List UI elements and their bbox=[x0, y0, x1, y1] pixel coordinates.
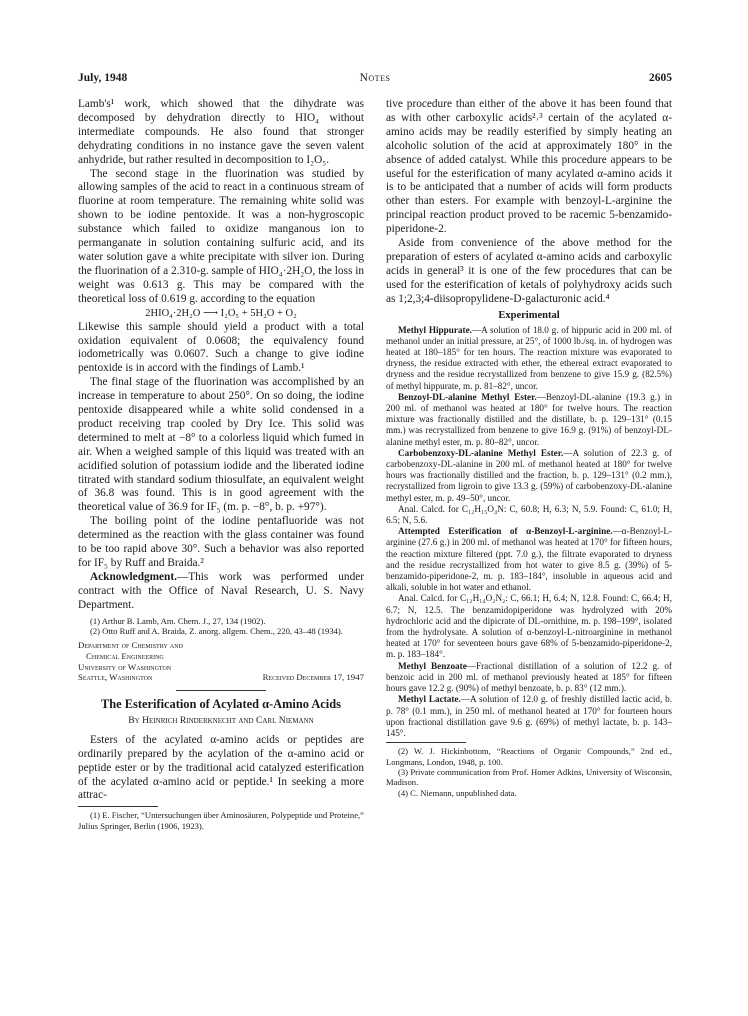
footnote-rule bbox=[386, 742, 466, 743]
entry-text: —α-Benzoyl-L-arginine (27.6 g.) in 200 ml. of methanol was heated at 170° for fifteen hours, the reaction mixture filtered (ppt. 7.0 g.), the filtrate evaporated to dryness and the residue recrystallized from hot water to give 8.5 g. (39%) of 5-benzamido-piperidone-2, m. p. 183–184°, insoluble in aqueous acid and alkali, soluble in hot water and ethanol. bbox=[386, 526, 672, 593]
footnote: (2) W. J. Hickinbottom, “Reactions of Organic Compounds,” 2nd ed., Longmans, London, 1948, p. 100. bbox=[386, 746, 672, 767]
received-date: Received December 17, 1947 bbox=[262, 672, 364, 683]
article-separator bbox=[176, 690, 266, 691]
analysis-line: Anal. Calcd. for C₁₂H₁₅O₄N: C, 60.8; H, 6.3; N, 5.9. Found: C, 61.0; H, 6.5; N, 5.6. bbox=[386, 503, 672, 526]
article-title: The Esterification of Acylated α-Amino Acids bbox=[101, 696, 341, 711]
entry-text: —Fractional distillation of a solution of 12.2 g. of benzoic acid in 200 ml. of methanol previously heated at 185° for fifteen hours gave 12.2 g. (90%) of methyl benzoate, b. p. 83° (12 mm.). bbox=[386, 660, 672, 694]
entry-heading: Methyl Hippurate. bbox=[398, 324, 472, 335]
paragraph: Aside from convenience of the above method for the preparation of esters of acylated α-amino acids and carboxylic acids in general³ it is one of the few procedures that can be used for the esterification of ketals of polyhydroxy acids such as 1;2,3;4-diisopropylidene-D-galacturonic acid.⁴ bbox=[386, 237, 672, 305]
paragraph: Lamb's¹ work, which showed that the dihydrate was decomposed by dehydration directly to HIO₄ without intermediate compounds. He also found that stronger dehydrating conditions in no instance gave the seven valent anhydride, but rather resulted in decomposition to I₂O₅. bbox=[78, 98, 364, 166]
address-line: Department of Chemistry and bbox=[78, 640, 183, 651]
paragraph: The final stage of the fluorination was accomplished by an increase in temperature to about 250°. On so doing, the iodine pentoxide disappeared while a white solid condensed in a product receiving trap cooled by Dry Ice. This solid was determined to melt at −8° to a colorless liquid which fumed in air. When a weighed sample of this liquid was treated with an acidified solution of potassium iodide and the liberated iodine titrated with standard sodium thiosulfate, an equivalent weight of 36.8 was found. This is in good agreement with the theoretical value of 36.9 for IF₅ (m. p. −8°, b. p. +97°). bbox=[78, 376, 364, 514]
experiment-entry bbox=[386, 325, 672, 392]
byline: By Heinrich Rinderknecht and Carl Niemann bbox=[128, 714, 314, 726]
footnote-rule bbox=[78, 806, 158, 807]
experiment-entry bbox=[386, 448, 672, 504]
entry-text: —A solution of 18.0 g. of hippuric acid in 200 ml. of methanol under an initial pressure, at 25°, of 1000 lb./sq. in. of hydrogen was heated at 180–185° for ten hours. The reaction mixture was evaporated to dryness, the residue extracted with ether, the ethereal extract evaporated to dryness and the residue recrystallized from benzene to give 15.9 g. (82.5%) of methyl hippurate, m. p. 81–82°, uncor. bbox=[386, 324, 672, 391]
acknowledgment-heading: Acknowledgment. bbox=[90, 570, 177, 583]
running-head bbox=[78, 72, 672, 88]
footnote: (2) Otto Ruff and A. Braida, Z. anorg. allgem. Chem., 220, 43–48 (1934). bbox=[90, 626, 343, 637]
entry-text: —Benzoyl-DL-alanine (19.3 g.) in 200 ml. of methanol was heated at 180° for twelve hours. The reaction mixture was fractionally distilled and the distillate, b. p. 129–131° (0.15 mm.) was recrystallized from benzene to give 16.9 g. (91%) of benzoyl-DL-alanine methyl ester, m. p. 80–82°, uncor. bbox=[386, 391, 672, 447]
acknowledgment-text: —This work was performed under contract with the Office of Naval Research, U. S. Navy Department. bbox=[78, 570, 364, 611]
paragraph: The boiling point of the iodine pentafluoride was not determined as the reaction with the glass container was found to be too rapid above 30°. Such a behavior was also reported for IF₅ by Ruff and Braida.² bbox=[78, 515, 364, 569]
left-column bbox=[78, 98, 364, 978]
address-line: Chemical Engineering bbox=[86, 651, 164, 662]
entry-text: —A solution of 22.3 g. of carbobenzoxy-DL-alanine in 200 ml. of methanol heated at 180° for twelve hours was fractionally distilled and the fraction, b. p. 129–131° (0.2 mm.), recrystallized from ligroin to give 13.3 g. (59%) of carbobenzoxy-DL-alanine methyl ester, m. p. 49–50°, uncor. bbox=[386, 447, 672, 503]
footnote: (1) Arthur B. Lamb, Am. Chem. J., 27, 134 (1902). bbox=[90, 615, 266, 626]
paragraph: The second stage in the fluorination was studied by allowing samples of the acid to react in a continuous stream of fluorine at room temperature. The remaining white solid was shown to be iodine pentoxide. It was a non-hygroscopic substance which failed to oxidize manganous ion to permanganate in solution containing sulfuric acid, and its water solution gave a white precipitate with silver ion. During the fluorination of a 2.310-g. sample of HIO₄·2H₂O, the loss in weight was 0.613 g. This may be compared with the theoretical loss of 0.619 g. according to the equation bbox=[78, 167, 364, 305]
author-address bbox=[78, 640, 364, 672]
entry-heading: Attempted Esterification of α-Benzoyl-L-arginine. bbox=[398, 526, 613, 537]
entry-text: —A solution of 12.0 g. of freshly distilled lactic acid, b. p. 78° (0.1 mm.), in 250 ml. of methanol heated at 170° for fourteen hours upon fractional distillation gave 9.6 g. (69%) of methyl lactate, b. p. 143–145°. bbox=[386, 694, 672, 738]
address-city: Seattle, Washington bbox=[78, 672, 153, 683]
paragraph: tive procedure than either of the above it has been found that as with other carboxylic acids²˒³ certain of the acylated α-amino acids may be readily esterified by simply heating an alcoholic solution of the acid at approximately 180° in the absence of added catalyst. While this procedure appears to be useful for the esterification of many acylated α-amino acids it is to be anticipated that a number of acids will form products other than esters. For example with benzoyl-L-arginine the principal reaction product proved to be racemic 5-benzamido-piperidone-2. bbox=[386, 98, 672, 236]
address-line: University of Washington bbox=[78, 661, 172, 672]
equation: 2HIO₄·2H₂O ⟶ I₂O₅ + 5H₂O + O₂ bbox=[145, 307, 297, 319]
received-line bbox=[78, 672, 364, 683]
section-name: Notes bbox=[359, 72, 391, 84]
entry-heading: Methyl Benzoate bbox=[398, 660, 467, 671]
experiment-entry bbox=[386, 694, 672, 739]
paragraph: Esters of the acylated α-amino acids or peptides are ordinarily prepared by the acylation of the α-amino acid or peptide ester or by the traditional acid catalyzed esterification of the acylated α-amino acid or peptide.¹ In seeking a more attrac- bbox=[78, 733, 364, 802]
analysis-line: Anal. Calcd. for C₁₂H₁₄O₂N₂: C, 66.1; H, 6.4; N, 12.8. Found: C, 66.4; H, 6.7; N, 12.5. The benzamidopiperidone was hydrolyzed with 20% hydrochloric acid and the dipicrate of DL-ornithine, m. p. 198–199°, isolated from the hydrolysate. A solution of α-benzoyl-L-nitroarginine in methanol heated at 170° for seventeen hours gave 68% of 5-benzamido-piperidone-2, m. p. 183–184°. bbox=[386, 593, 672, 660]
experiment-entry bbox=[386, 526, 672, 593]
footnote: (3) Private communication from Prof. Homer Adkins, University of Wisconsin, Madison. bbox=[386, 766, 672, 788]
entry-heading: Carbobenzoxy-DL-alanine Methyl Ester. bbox=[398, 447, 564, 458]
experiment-entry bbox=[386, 392, 672, 448]
acknowledgment bbox=[78, 571, 364, 613]
section-heading: Experimental bbox=[498, 309, 560, 321]
entry-heading: Benzoyl-DL-alanine Methyl Ester. bbox=[398, 391, 537, 402]
issue-date: July, 1948 bbox=[78, 72, 128, 84]
paragraph: Likewise this sample should yield a product with a total oxidation equivalent of 0.0608; the equivalency found iodometrically was 0.0607. Such a change to give iodine pentoxide is in accord with the findings of Lamb.¹ bbox=[78, 320, 364, 375]
entry-heading: Methyl Lactate. bbox=[398, 694, 461, 705]
footnote: (1) E. Fischer, “Untersuchungen über Aminosäuren, Polypeptide und Proteine,” Julius Springer, Berlin (1906, 1923). bbox=[78, 810, 364, 831]
right-column bbox=[386, 98, 672, 978]
page-number: 2605 bbox=[649, 72, 672, 84]
experiment-entry bbox=[386, 661, 672, 695]
footnote: (4) C. Niemann, unpublished data. bbox=[398, 787, 517, 798]
